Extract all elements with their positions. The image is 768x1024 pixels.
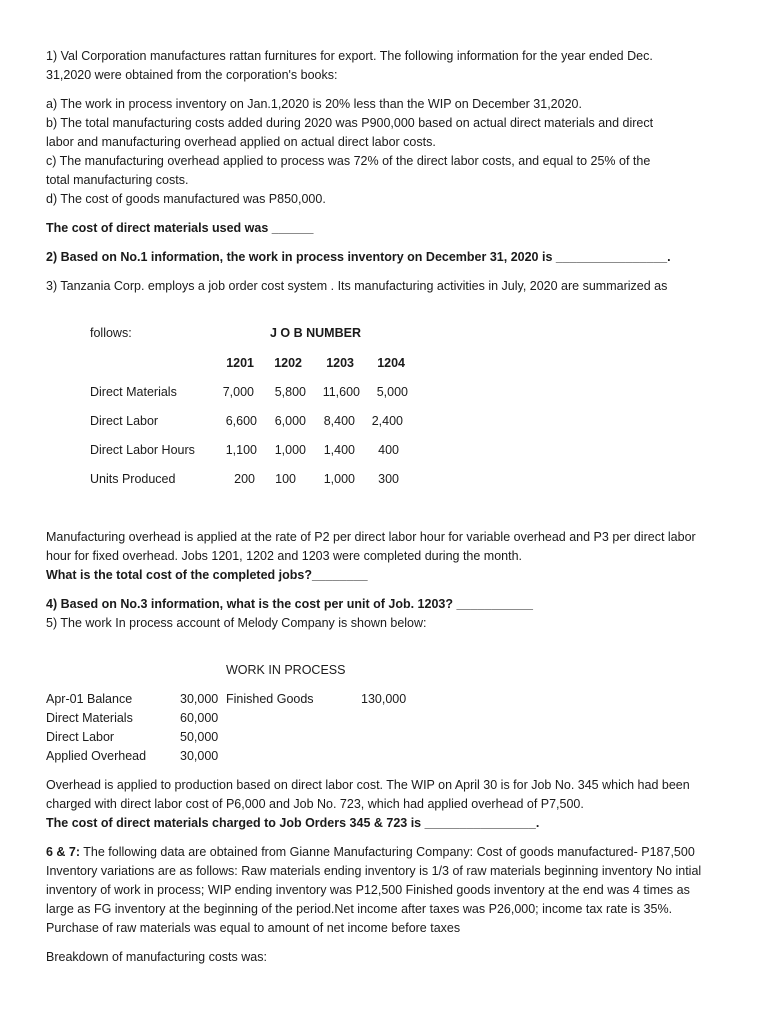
q3-overhead-line1: Manufacturing overhead is applied at the rate of P2 per direct labor hour for variable overhead and P3 per direct labor (46, 530, 696, 544)
table-cell: 1,000 (274, 443, 306, 457)
job-number-header: J O B NUMBER (270, 326, 361, 340)
wip-debit-label: Applied Overhead (46, 749, 147, 763)
q67-line3: inventory of work in process; WIP ending inventory was P12,500 Finished goods inventory at the end was 4 times as (46, 883, 690, 897)
table-cell: 11,600 (322, 385, 360, 399)
table-cell: 5,800 (274, 385, 306, 399)
q1-question: The cost of direct materials used was ______ (46, 221, 314, 235)
table-cell: 5,000 (376, 385, 408, 399)
table-cell: 200 (234, 472, 255, 486)
table-cell: 6,000 (274, 414, 306, 428)
wip-credit-label: Finished Goods (226, 692, 314, 706)
wip-debit-value: 30,000 (180, 749, 219, 763)
job-header-1203: 1203 (326, 356, 354, 370)
row-label-direct-materials: Direct Materials (90, 385, 177, 399)
q67-line1 (46, 844, 695, 860)
q5-text-line1: Overhead is applied to production based on direct labor cost. The WIP on April 30 is for Job No. 345 which had been (46, 778, 690, 792)
q5-question: The cost of direct materials charged to Job Orders 345 & 723 is ________________. (46, 816, 540, 830)
row-label-direct-labor: Direct Labor (90, 414, 159, 428)
table-cell: 8,400 (323, 414, 355, 428)
q5-text-line2: charged with direct labor cost of P6,000 and Job No. 723, which had applied overhead of P7,500. (46, 797, 584, 811)
q5-intro: 5) The work In process account of Melody Company is shown below: (46, 616, 427, 630)
q3-overhead-line2: hour for fixed overhead. Jobs 1201, 1202 and 1203 were completed during the month. (46, 549, 523, 563)
table-cell: 100 (275, 472, 296, 486)
row-label-direct-labor-hours: Direct Labor Hours (90, 443, 195, 457)
q1-item-b-line1: b) The total manufacturing costs added during 2020 was P900,000 based on actual direct materials and direct (46, 116, 654, 130)
q67-breakdown: Breakdown of manufacturing costs was: (46, 950, 267, 964)
q2-question: 2) Based on No.1 information, the work in process inventory on December 31, 2020 is ________________. (46, 250, 671, 264)
q67-line1-text: The following data are obtained from Gianne Manufacturing Company: Cost of goods manufactured- P187,500 (80, 845, 695, 859)
q67-line2: Inventory variations are as follows: Raw materials ending inventory is 1/3 of raw materials beginning inventory No intial (46, 864, 702, 878)
wip-debit-label: Apr-01 Balance (46, 692, 133, 706)
wip-debit-label: Direct Labor (46, 730, 115, 744)
wip-account-title: WORK IN PROCESS (226, 663, 346, 677)
table-cell: 6,600 (225, 414, 257, 428)
q1-intro-line2: 31,2020 were obtained from the corporation's books: (46, 68, 338, 82)
table-cell: 2,400 (371, 414, 403, 428)
q1-item-d: d) The cost of goods manufactured was P850,000. (46, 192, 326, 206)
q1-item-c-line2: total manufacturing costs. (46, 173, 189, 187)
wip-debit-label: Direct Materials (46, 711, 133, 725)
q1-intro-line1: 1) Val Corporation manufactures rattan furnitures for export. The following information for the year ended Dec. (46, 49, 653, 63)
wip-debit-value: 60,000 (180, 711, 219, 725)
wip-debit-value: 50,000 (180, 730, 219, 744)
q1-item-a: a) The work in process inventory on Jan.1,2020 is 20% less than the WIP on December 31,2020. (46, 97, 582, 111)
q3-intro: 3) Tanzania Corp. employs a job order cost system . Its manufacturing activities in July, 2020 are summarized as (46, 279, 668, 293)
q67-line5: Purchase of raw materials was equal to amount of net income before taxes (46, 921, 461, 935)
table-cell: 1,100 (225, 443, 257, 457)
wip-debit-value: 30,000 (180, 692, 219, 706)
job-header-1204: 1204 (377, 356, 405, 370)
q67-line4: large as FG inventory at the beginning of the period.Net income after taxes was P26,000; income tax rate is 35%. (46, 902, 673, 916)
q67-label: 6 & 7: (46, 845, 81, 859)
table-cell: 1,400 (323, 443, 355, 457)
table-cell: 400 (378, 443, 399, 457)
q4-question: 4) Based on No.3 information, what is the cost per unit of Job. 1203? ___________ (46, 597, 533, 611)
table-cell: 300 (378, 472, 399, 486)
job-header-1201: 1201 (226, 356, 254, 370)
table-cell: 7,000 (222, 385, 254, 399)
row-label-units-produced: Units Produced (90, 472, 176, 486)
table-cell: 1,000 (323, 472, 355, 486)
q3-question: What is the total cost of the completed jobs?________ (46, 568, 368, 582)
wip-credit-value: 130,000 (361, 692, 407, 706)
q1-item-c-line1: c) The manufacturing overhead applied to process was 72% of the direct labor costs, and equal to 25% of the (46, 154, 651, 168)
q1-item-b-line2: labor and manufacturing overhead applied on actual direct labor costs. (46, 135, 436, 149)
job-header-1202: 1202 (274, 356, 302, 370)
q3-follows: follows: (90, 326, 132, 340)
